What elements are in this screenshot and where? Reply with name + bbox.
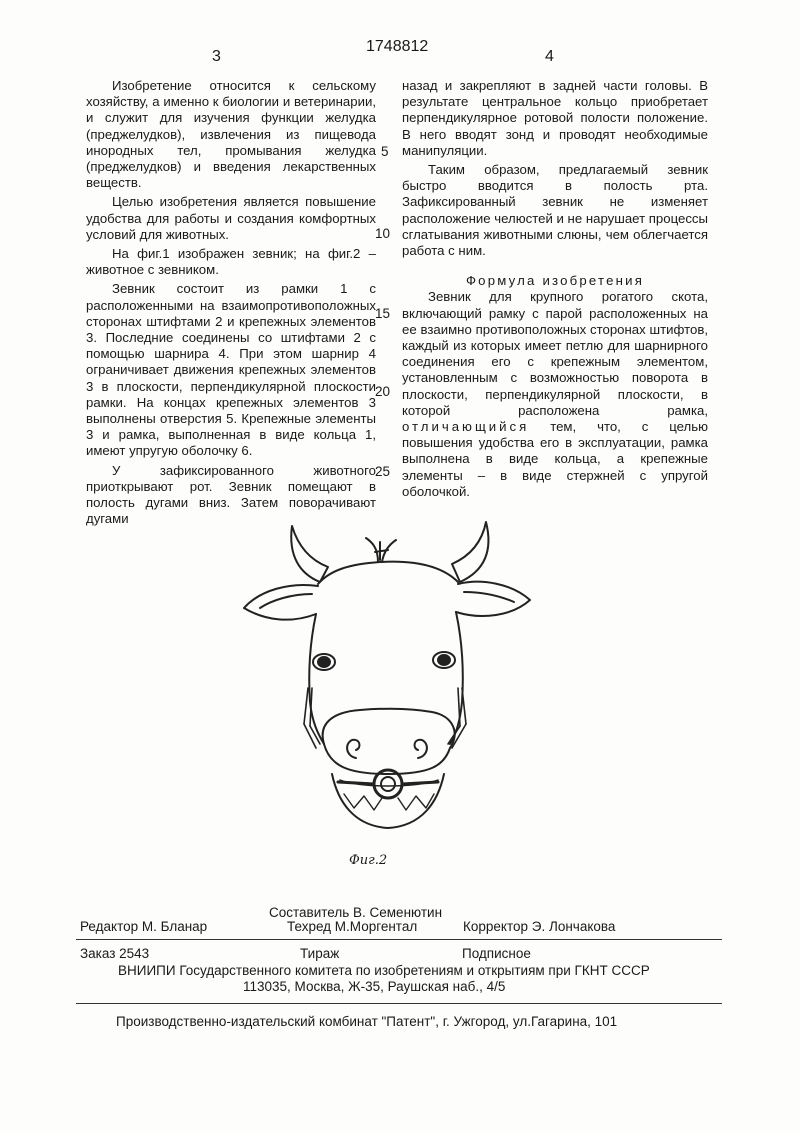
line-number-10: 10 xyxy=(375,226,391,241)
claim-distinguishing: отличающийся xyxy=(402,419,530,435)
footer-vniipi: ВНИИПИ Государственного комитета по изобретениям и открытиям при ГКНТ СССР xyxy=(118,963,650,978)
figure-caption: Фиг.2 xyxy=(349,853,388,868)
left-paragraph-3: На фиг.1 изображен зевник; на фиг.2 – животное с зевником. xyxy=(86,246,376,278)
line-number-20: 20 xyxy=(375,384,391,399)
head-left-side xyxy=(309,614,324,744)
footer-printer: Производственно-издательский комбинат "Патент", г. Ужгород, ул.Гагарина, 101 xyxy=(116,1014,618,1029)
left-nostril xyxy=(347,740,359,758)
footer-address: 113035, Москва, Ж-35, Раушская наб., 4/5 xyxy=(243,979,506,994)
left-column xyxy=(86,78,376,527)
right-paragraph-2: Таким образом, предлагаемый зевник быстро вводится в полость рта. Зафиксированный зевник не изменяет расположение челюстей и не нарушает процессы сглатывания животными слюны, чем облегчается работа с ним. xyxy=(402,162,708,259)
footer-circulation: Тираж xyxy=(300,946,340,961)
tuft xyxy=(366,538,396,562)
claim-part-2: тем, что, с целью повышения удобства его в эксплуатации, рамка выполнена в виде кольца, а крепежные элементы – в виде стержней с упругой оболочкой. xyxy=(402,419,709,499)
footer-corrector: Корректор Э. Лончакова xyxy=(463,919,616,934)
footer-subscription: Подписное xyxy=(462,946,531,961)
right-horn xyxy=(452,522,488,582)
left-paragraph-5: У зафиксированного животного приоткрывают рот. Зевник помещают в полость дугами вниз. Затем поворачивают дугами xyxy=(86,462,376,527)
left-strap xyxy=(304,688,312,726)
muzzle xyxy=(323,709,455,774)
footer-compiler: Составитель В. Семенютин xyxy=(269,905,443,920)
footer-rule-1 xyxy=(76,939,722,940)
claim xyxy=(402,289,708,500)
head-top xyxy=(318,562,458,584)
line-number-15: 15 xyxy=(375,306,391,321)
footer-editor: Редактор М. Бланар xyxy=(80,919,208,934)
right-paragraph-1: назад и закрепляют в задней части головы. В результате центральное кольцо приобретает перпендикулярное ротовой полости положение. В него вводят зонд и проводят необходимые манипуляции. xyxy=(402,78,708,158)
left-horn xyxy=(291,526,328,582)
footer-order: Заказ 2543 xyxy=(80,946,150,961)
figure-cow-head xyxy=(220,512,550,847)
footer-rule-2 xyxy=(76,1003,722,1004)
line-number-5: 5 xyxy=(381,144,389,159)
line-number-25: 25 xyxy=(375,464,391,479)
patent-number: 1748812 xyxy=(366,38,429,55)
footer-techred: Техред М.Моргентал xyxy=(287,919,418,934)
formula-title: Формула изобретения xyxy=(465,273,645,289)
page-number-right: 4 xyxy=(545,48,554,65)
left-paragraph-1: Изобретение относится к сельскому хозяйству, а именно к биологии и ветеринарии, и служит для изучения функции желудка (преджелудков), извлечения из пищевода инородных тел, промывания желудка (преджелудков) и введения лекарственных веществ. xyxy=(86,78,376,191)
page-number-left: 3 xyxy=(212,48,221,65)
left-paragraph-2: Целью изобретения является повышение удобства для работы и создания комфортных условий для животных. xyxy=(86,194,376,242)
right-ear xyxy=(456,582,530,616)
left-paragraph-4: Зевник состоит из рамки 1 с расположенными на взаимопротивоположных сторонах штифтами 2 и крепежных элементов 3. Последние соединены со штифтами 2 с помощью шарнира 4. При этом шарнир 4 ограничивает движения крепежных элементов 3 в плоскости, перпендикулярной плоскости рамки. На концах крепежных элементов 3 выполнены отверстия 5. Крепежные элементы 3 и рамка, выполненная в виде кольца 1, имеют упругую оболочку 6. xyxy=(86,281,376,459)
right-column xyxy=(402,78,708,500)
claim-part-1: Зевник для крупного рогатого скота, включающий рамку с парой расположенных на ее взаимно противоположных сторонах штифтов, каждый из которых имеет петлю для шарнирного соединения его с крепежным элементом, установленным с возможностью поворота в плоскости, перпендикулярной плоскости, в которой расположена рамка, xyxy=(402,289,708,418)
left-ear xyxy=(244,585,318,620)
right-nostril xyxy=(415,740,427,758)
